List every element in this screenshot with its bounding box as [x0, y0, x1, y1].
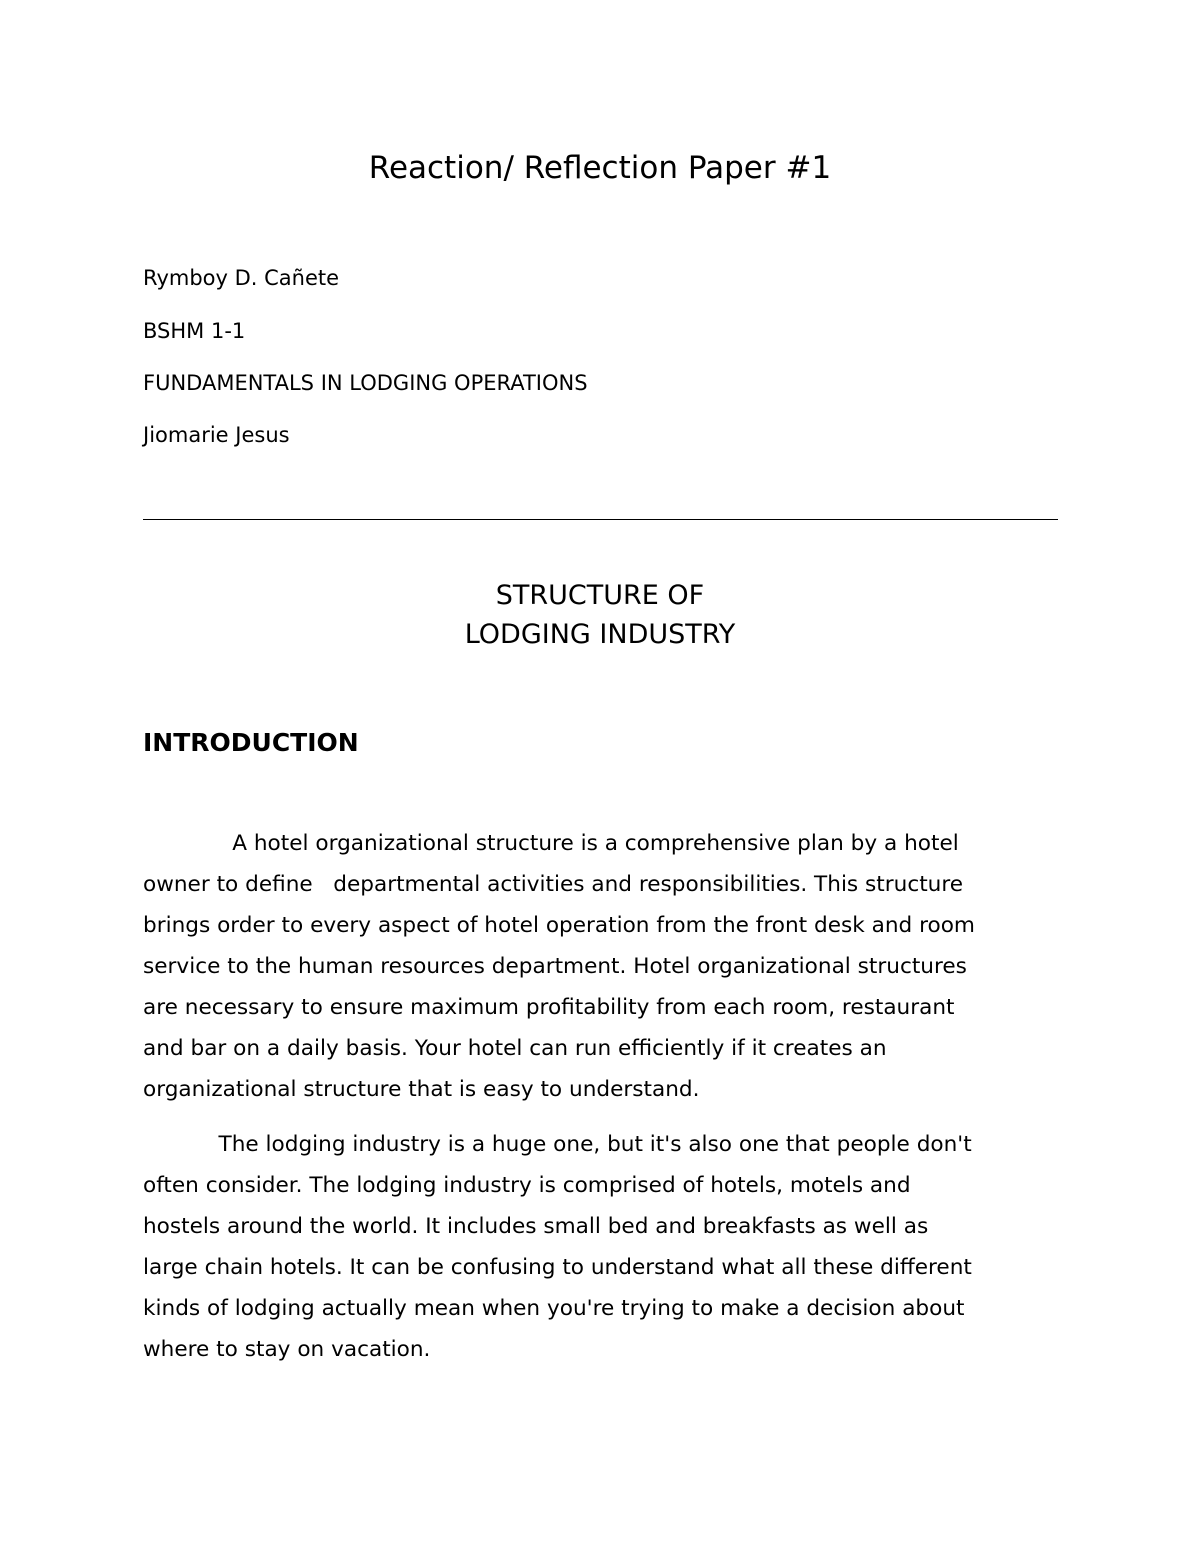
paragraph-line: The lodging industry is a huge one, but it's also one that people don't: [143, 1132, 972, 1157]
topic-heading-line1: STRUCTURE OF: [495, 580, 705, 611]
instructor-name: Jiomarie Jesus: [143, 423, 290, 447]
section-title: INTRODUCTION: [143, 728, 359, 757]
paragraph-line: owner to define departmental activities and responsibilities. This structure: [143, 872, 964, 897]
paragraph-line: A hotel organizational structure is a comprehensive plan by a hotel: [143, 831, 959, 856]
author-name: Rymboy D. Cañete: [143, 266, 340, 290]
paragraph-line: large chain hotels. It can be confusing to understand what all these different: [143, 1255, 972, 1280]
paragraph-2: [143, 1124, 1083, 1370]
paragraph-line: service to the human resources department. Hotel organizational structures: [143, 954, 967, 979]
paper-title: Reaction/ Reflection Paper #1: [368, 150, 832, 186]
paragraph-line: organizational structure that is easy to understand.: [143, 1077, 700, 1102]
paragraph-line: kinds of lodging actually mean when you're trying to make a decision about: [143, 1296, 965, 1321]
program-section: BSHM 1-1: [143, 319, 246, 343]
paragraph-line: often consider. The lodging industry is comprised of hotels, motels and: [143, 1173, 911, 1198]
paragraph-line: are necessary to ensure maximum profitability from each room, restaurant: [143, 995, 955, 1020]
topic-heading-line2: LODGING INDUSTRY: [464, 619, 736, 650]
paragraph-line: brings order to every aspect of hotel operation from the front desk and room: [143, 913, 975, 938]
paragraph-line: where to stay on vacation.: [143, 1337, 431, 1362]
paragraph-line: and bar on a daily basis. Your hotel can run efficiently if it creates an: [143, 1036, 887, 1061]
course-name: FUNDAMENTALS IN LODGING OPERATIONS: [143, 371, 588, 395]
paragraph-line: hostels around the world. It includes small bed and breakfasts as well as: [143, 1214, 929, 1239]
horizontal-divider: [143, 519, 1058, 520]
paragraph-1: [143, 823, 1083, 1110]
